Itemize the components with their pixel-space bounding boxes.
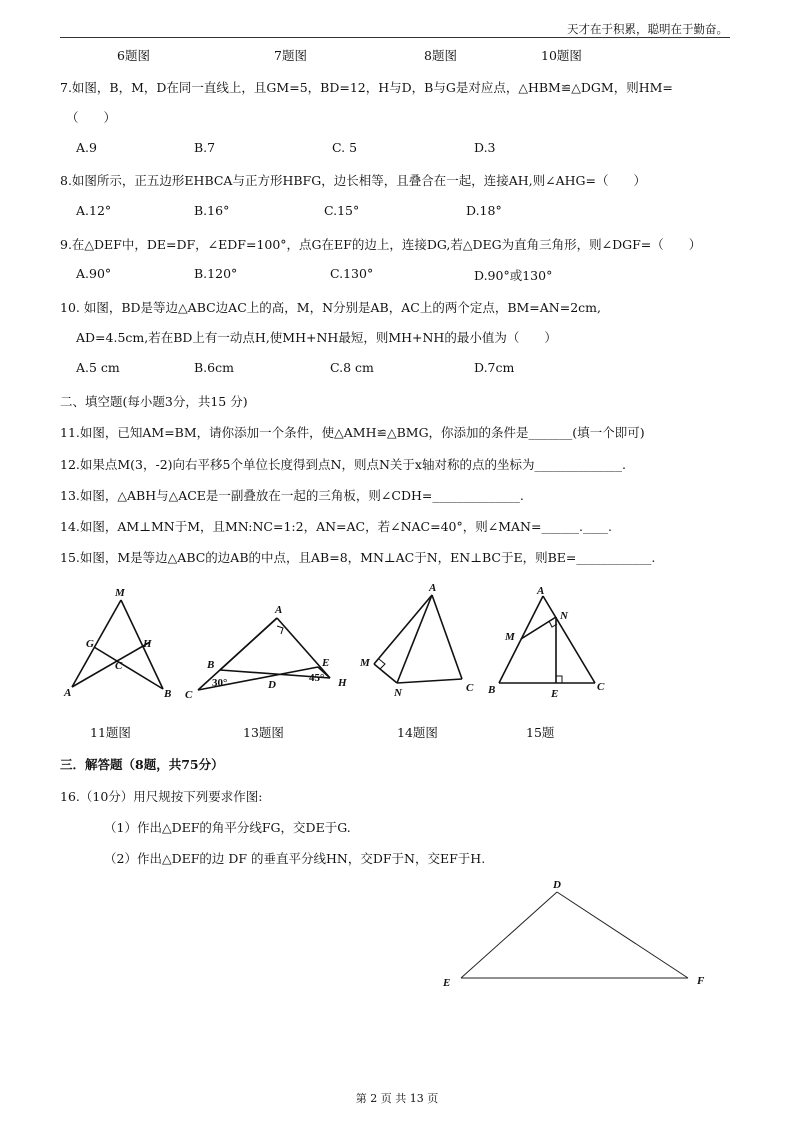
fig14-label-n: N (394, 687, 402, 699)
page-footer: 第 2 页 共 13 页 (355, 1092, 439, 1105)
fig16-label-d: D (553, 879, 561, 891)
caption-fig6: 6题图 (117, 48, 150, 63)
fig15-label-b: B (488, 684, 496, 696)
fig11-label-c: C (115, 660, 123, 672)
q8-option-d: D.18° (466, 203, 502, 218)
q10-stem: 10. 如图，BD是等边△ABC边AC上的高，M，N分别是AB，AC上的两个定点，BM=AN=2cm, (60, 300, 601, 315)
caption-fig15: 15题 (526, 725, 555, 740)
q8-stem: 8.如图所示，正五边形EHBCA与正方形HBFG，边长相等，且叠合在一起，连接AH,则∠AHG=（ ） (60, 173, 646, 188)
fig14-label-m: M (360, 657, 370, 669)
q16-stem: 16.（10分）用尺规按下列要求作图: (60, 789, 263, 804)
q8-option-a: A.12° (76, 203, 112, 218)
q12-text: 12.如果点M(3，-2)向右平移5个单位长度得到点N，则点N关于x轴对称的点的坐标为______________. (60, 457, 626, 472)
caption-fig13: 13题图 (243, 725, 284, 740)
fig16-label-e: E (443, 977, 451, 989)
q15-text: 15.如图，M是等边△ABC的边AB的中点，且AB=8，MN⊥AC于N，EN⊥BC于E，则BE=____________. (60, 550, 656, 565)
section2-title: 二、填空题(每小题3分，共15 分) (60, 394, 248, 409)
fig11-label-g: G (86, 638, 94, 650)
fig15-label-m: M (505, 631, 515, 643)
fig13-label-e: E (322, 657, 330, 669)
q16-part1: （1）作出△DEF的角平分线FG，交DE于G. (104, 820, 351, 835)
fig15-label-a: A (537, 585, 545, 597)
fig11-label-h: H (143, 638, 152, 650)
fig15-label-c: C (597, 681, 605, 693)
q9-option-d: D.90°或130° (474, 268, 553, 283)
q14-text: 14.如图，AM⊥MN于M，且MN:NC=1:2，AN=AC，若∠NAC=40°，则∠MAN=______.____. (60, 519, 612, 534)
caption-fig14: 14题图 (397, 725, 438, 740)
fig14-label-a: A (429, 582, 437, 594)
q9-stem: 9.在△DEF中，DE=DF，∠EDF=100°，点G在EF的边上，连接DG,若△DEG为直角三角形，则∠DGF=（ ） (60, 237, 702, 252)
q7-option-b: B.7 (194, 140, 216, 155)
q9-option-b: B.120° (194, 266, 238, 281)
header-motto: 天才在于积累，聪明在于勤奋。 (567, 22, 728, 36)
figure-16-triangle (430, 870, 730, 1000)
q8-option-b: B.16° (194, 203, 230, 218)
q7-answer-paren: （ ） (66, 110, 117, 125)
q10-option-d: D.7cm (474, 360, 515, 375)
caption-fig11: 11题图 (90, 725, 131, 740)
figure-15 (485, 583, 615, 703)
fig14-label-c: C (466, 682, 474, 694)
figure-14 (355, 580, 485, 700)
fig16-label-f: F (697, 975, 705, 987)
fig11-label-a: A (64, 687, 72, 699)
q16-part2: （2）作出△DEF的边 DF 的垂直平分线HN，交DF于N，交EF于H. (104, 851, 486, 866)
q9-option-c: C.130° (330, 266, 374, 281)
q7-option-c: C. 5 (332, 140, 358, 155)
fig13-label-45deg: 45° (309, 672, 325, 684)
q10-option-a: A.5 cm (76, 360, 120, 375)
header-divider (60, 37, 730, 38)
fig13-label-a: A (275, 604, 283, 616)
fig13-label-d: D (268, 679, 276, 691)
q10-option-c: C.8 cm (330, 360, 374, 375)
q7-option-d: D.3 (474, 140, 496, 155)
fig13-label-h: H (338, 677, 347, 689)
fig13-label-b: B (207, 659, 215, 671)
fig13-label-30deg: 30° (212, 677, 228, 689)
q11-text: 11.如图，已知AM=BM，请你添加一个条件，使△AMH≌△BMG，你添加的条件是_______(填一个即可) (60, 425, 645, 440)
fig15-label-e: E (551, 688, 559, 700)
q8-option-c: C.15° (324, 203, 360, 218)
section3-title: 三．解答题（8题，共75分） (60, 757, 224, 772)
fig15-label-n: N (560, 610, 568, 622)
caption-fig10: 10题图 (541, 48, 582, 63)
fig13-label-c: C (185, 689, 193, 701)
caption-fig7: 7题图 (274, 48, 307, 63)
q10-option-b: B.6cm (194, 360, 234, 375)
q7-option-a: A.9 (76, 140, 97, 155)
figure-11 (60, 585, 180, 705)
fig11-label-b: B (164, 688, 172, 700)
q13-text: 13.如图，△ABH与△ACE是一副叠放在一起的三角板，则∠CDH=______________. (60, 488, 524, 503)
figure-13 (180, 600, 360, 700)
q10-stem-continued: AD=4.5cm,若在BD上有一动点H,使MH+NH最短，则MH+NH的最小值为（ ） (76, 330, 557, 345)
q9-option-a: A.90° (76, 266, 112, 281)
q7-stem: 7.如图，B，M，D在同一直线上，且GM=5，BD=12，H与D，B与G是对应点，△HBM≌△DGM，则HM= (60, 80, 673, 95)
caption-fig8: 8题图 (424, 48, 457, 63)
fig11-label-m: M (115, 587, 125, 599)
